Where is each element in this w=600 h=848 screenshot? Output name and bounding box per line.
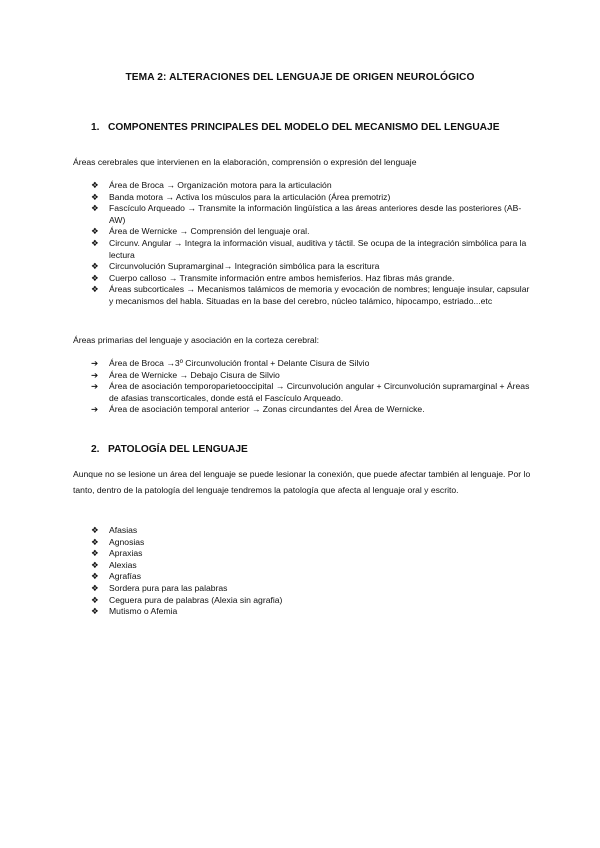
diamond-bullet-icon: ❖ [91, 606, 99, 617]
list-item: ❖ Agnosias [91, 536, 145, 547]
diamond-bullet-icon: ❖ [91, 237, 99, 248]
diamond-bullet-icon: ❖ [91, 571, 99, 582]
arrow-bullet-icon: ➔ [91, 404, 99, 415]
list-item: ❖ Ceguera pura de palabras (Alexia sin agrafia) [91, 594, 283, 605]
section-2-title: PATOLOGÍA DEL LENGUAJE [108, 444, 248, 455]
arrow-bullet-icon: ➔ [91, 369, 99, 380]
diamond-bullet-icon: ❖ [91, 536, 99, 547]
diamond-bullet-icon: ❖ [91, 180, 99, 190]
list-item: ❖ Áreas subcorticales → Mecanismos talámicos de memoria y evocación de nombres; lenguaje insular, capsular y mecanismos del habla. Situadas en la base del cerebro, núcleo talámico, hipocampo, estriado...etc [91, 284, 530, 306]
list-item: ❖ Área de Broca → Organización motora para la articulación [91, 180, 332, 190]
diamond-bullet-icon: ❖ [91, 261, 99, 272]
list-item: ❖ Mutismo o Afemia [91, 606, 178, 617]
list-item: ❖ Apraxias [91, 548, 143, 559]
diamond-bullet-icon: ❖ [91, 525, 99, 535]
diamond-bullet-icon: ❖ [91, 594, 99, 605]
list-item: ❖ Afasias [91, 525, 138, 535]
diamond-bullet-icon: ❖ [91, 559, 99, 570]
diamond-bullet-icon: ❖ [91, 582, 99, 593]
list-item: ➔ Área de asociación temporal anterior → Zonas circundantes del Área de Wernicke. [91, 404, 425, 415]
section-1-number: 1. [91, 122, 100, 133]
list-item: ❖ Fascículo Arqueado → Transmite la información lingüística a las áreas anteriores desde las posteriores (AB-AW) [91, 203, 522, 225]
diamond-bullet-icon: ❖ [91, 203, 99, 214]
section-1-intro: Áreas cerebrales que intervienen en la elaboración, comprensión o expresión del lenguaje [73, 157, 417, 167]
diamond-bullet-icon: ❖ [91, 284, 99, 295]
document-title: TEMA 2: ALTERACIONES DEL LENGUAJE DE ORIGEN NEUROLÓGICO [125, 72, 475, 83]
diamond-bullet-icon: ❖ [91, 272, 99, 283]
section-1-title: COMPONENTES PRINCIPALES DEL MODELO DEL MECANISMO DEL LENGUAJE [108, 122, 500, 133]
list-item: ➔ Área de asociación temporoparietooccipital → Circunvolución angular + Circunvolución supramarginal + Áreas de afasias transcorticales, donde está el Fascículo Arqueado. [91, 381, 530, 403]
primary-areas-intro: Áreas primarias del lenguaje y asociación en la corteza cerebral: [73, 335, 320, 345]
primary-areas-list [91, 358, 531, 416]
diamond-bullet-icon: ❖ [91, 226, 99, 237]
diamond-bullet-icon: ❖ [91, 548, 99, 559]
list-item: ➔ Área de Wernicke → Debajo Cisura de Silvio [91, 369, 280, 380]
arrow-bullet-icon: ➔ [91, 358, 99, 368]
list-item: ❖ Sordera pura para las palabras [91, 582, 228, 593]
section-1-heading [91, 121, 511, 134]
list-item: ❖ Área de Wernicke → Comprensión del lenguaje oral. [91, 226, 310, 237]
list-item: ❖ Circunvolución Supramarginal→ Integración simbólica para la escritura [91, 261, 380, 272]
list-item: ❖ Agrafías [91, 571, 142, 582]
list-item: ❖ Alexias [91, 559, 137, 570]
list-item: ❖ Cuerpo calloso → Transmite información entre ambos hemisferios. Haz fibras más grande. [91, 272, 455, 283]
diamond-bullet-icon: ❖ [91, 191, 99, 202]
section-2-paragraph: Aunque no se lesione un área del lenguaje se puede lesionar la conexión, que puede afectar también al lenguaje. Por lo tanto, dentro de la patología del lenguaje tendremos la patología que afecta al lenguaje oral y escrito. [73, 469, 531, 495]
list-item: ➔ Área de Broca →3º Circunvolución frontal + Delante Cisura de Silvio [91, 358, 370, 368]
section-2-heading [91, 443, 511, 456]
arrow-bullet-icon: ➔ [91, 381, 99, 392]
brain-areas-list [91, 180, 531, 308]
list-item: ❖ Circunv. Angular → Integra la información visual, auditiva y táctil. Se ocupa de la integración simbólica para la lectura [91, 237, 527, 260]
section-2-number: 2. [91, 444, 100, 455]
pathology-list [91, 525, 531, 618]
list-item: ❖ Banda motora → Activa los músculos para la articulación (Área premotriz) [91, 191, 391, 202]
